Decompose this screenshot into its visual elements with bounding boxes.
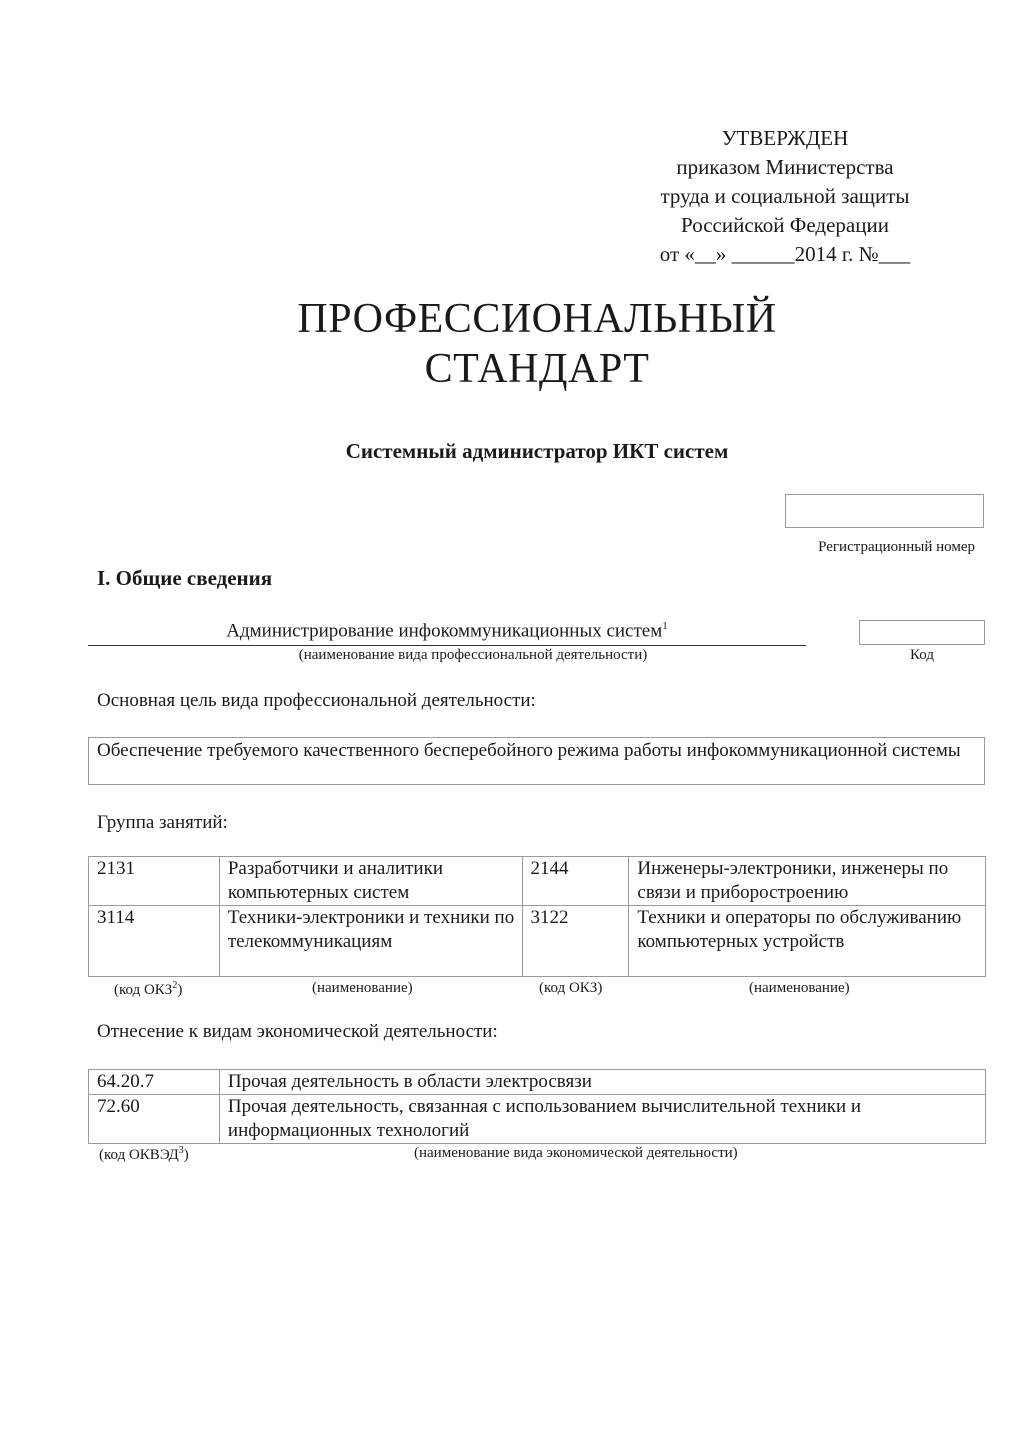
okz-name-caption: (наименование) [749, 980, 850, 996]
activity-underline [88, 645, 806, 646]
table-row [89, 1095, 986, 1144]
approval-line: приказом Министерства [676, 155, 894, 179]
table-row [89, 857, 986, 906]
footnote-mark: 2 [172, 980, 178, 991]
activity-name-text: Администрирование инфокоммуникационных систем [226, 620, 663, 642]
document-title-line2: СТАНДАРТ [424, 346, 650, 392]
okz-name: Разработчики и аналитики компьютерных систем [219, 857, 522, 906]
footnote-mark: 1 [662, 620, 668, 632]
document-title-line1: ПРОФЕССИОНАЛЬНЫЙ [297, 296, 777, 342]
okz-code: 3122 [522, 906, 629, 977]
caption-text: (код ОКВЭД [99, 1147, 179, 1163]
okz-name: Инженеры-электроники, инженеры по связи и приборостроению [629, 857, 986, 906]
okz-code: 2144 [522, 857, 629, 906]
standard-name: Системный администратор ИКТ систем [345, 439, 729, 463]
okved-code: 72.60 [89, 1095, 220, 1144]
section-heading: I. Общие сведения [97, 566, 273, 590]
economic-activity-table [88, 1069, 986, 1144]
approval-block [600, 124, 970, 269]
okz-name: Техники-электроники и техники по телекоммуникациям [219, 906, 522, 977]
approval-line: от «__» ______2014 г. №___ [659, 242, 911, 266]
okz-code-caption [114, 980, 182, 999]
activity-name [88, 620, 806, 642]
goal-label: Основная цель вида профессиональной деятельности: [97, 690, 536, 711]
okz-code: 3114 [89, 906, 220, 977]
okz-name-caption: (наименование) [312, 980, 413, 996]
approval-line: Российской Федерации [681, 213, 889, 237]
economic-activity-label: Отнесение к видам экономической деятельности: [97, 1021, 498, 1042]
okz-code: 2131 [89, 857, 220, 906]
caption-text: ) [177, 982, 183, 998]
goal-text: Обеспечение требуемого качественного бесперебойного режима работы инфокоммуникационной системы [88, 737, 985, 785]
document-title [0, 294, 1024, 394]
activity-caption: (наименование вида профессиональной деятельности) [298, 647, 648, 663]
activity-code-label: Код [910, 647, 934, 663]
table-row [89, 1070, 986, 1095]
occupation-group-table [88, 856, 986, 977]
okz-name: Техники и операторы по обслуживанию компьютерных устройств [629, 906, 986, 977]
okved-code-caption [99, 1145, 189, 1164]
activity-code-field[interactable] [859, 620, 985, 645]
footnote-mark: 3 [178, 1145, 184, 1156]
okved-code: 64.20.7 [89, 1070, 220, 1095]
occupation-group-label: Группа занятий: [97, 812, 228, 833]
okved-name: Прочая деятельность в области электросвязи [219, 1070, 985, 1095]
okz-code-caption: (код ОКЗ) [539, 980, 603, 996]
registration-number-field[interactable] [785, 494, 984, 528]
caption-text: ) [183, 1147, 189, 1163]
caption-text: (код ОКЗ [114, 982, 173, 998]
table-row [89, 906, 986, 977]
registration-number-label: Регистрационный номер [818, 539, 975, 555]
okved-name-caption: (наименование вида экономической деятельности) [414, 1145, 738, 1161]
approval-line: УТВЕРЖДЕН [721, 126, 849, 150]
approval-line: труда и социальной защиты [660, 184, 910, 208]
okved-name: Прочая деятельность, связанная с использованием вычислительной техники и информационных технологий [219, 1095, 985, 1144]
